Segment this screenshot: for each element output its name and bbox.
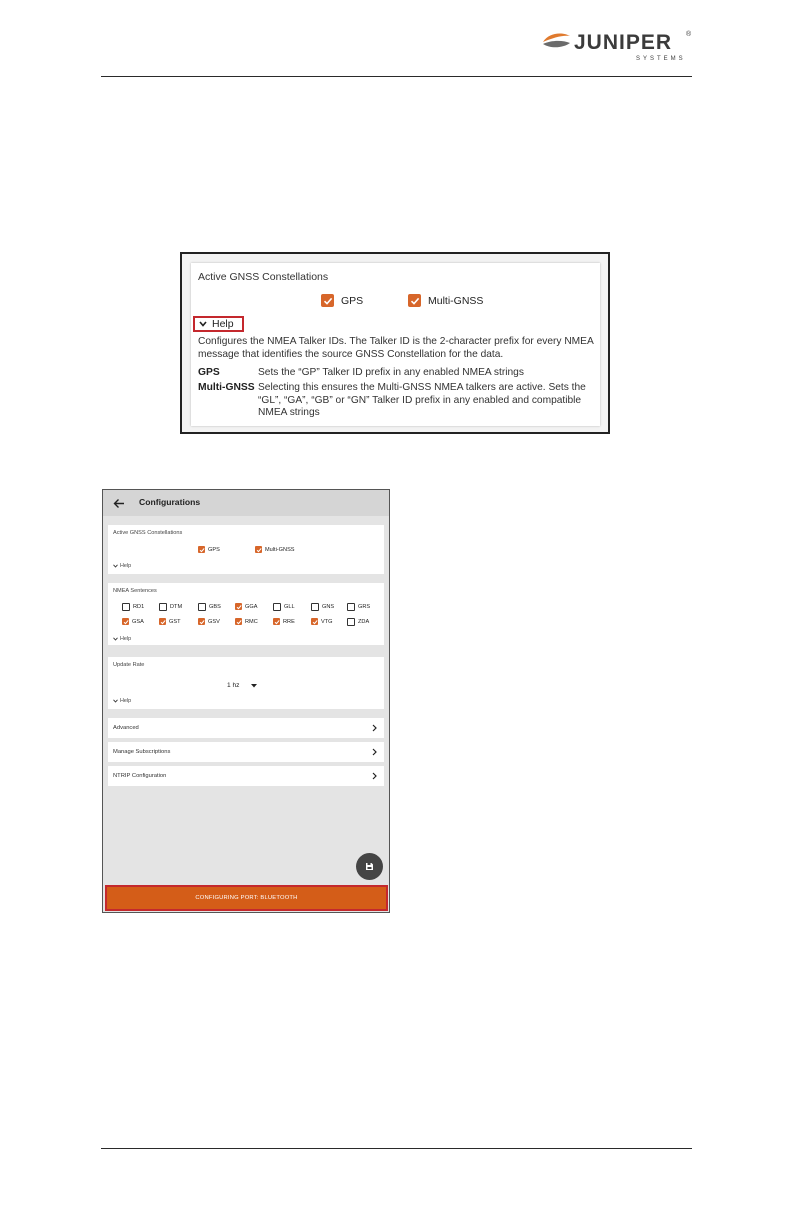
nmea-gns-checkbox[interactable] <box>311 603 334 611</box>
nmea-gbs-checkbox[interactable] <box>198 603 221 611</box>
back-arrow-icon[interactable] <box>113 496 125 514</box>
help-label: Help <box>120 563 132 569</box>
checkbox-empty-icon <box>122 603 130 611</box>
update-rate-card <box>108 657 384 709</box>
checkbox-checked-icon <box>122 618 129 625</box>
checkbox-empty-icon <box>347 603 355 611</box>
nmea-vtg-checkbox[interactable] <box>311 618 333 625</box>
checkbox-checked-icon <box>273 618 280 625</box>
multi-gnss-checkbox[interactable] <box>255 546 295 553</box>
constellations-title: Active GNSS Constellations <box>198 271 329 283</box>
footer-rule <box>101 1148 692 1149</box>
page-title: Configurations <box>139 497 201 507</box>
checkbox-label: GSV <box>208 618 220 625</box>
row-label: Advanced <box>113 725 139 731</box>
nmea-grs-checkbox[interactable] <box>347 603 370 611</box>
help-label: Help <box>120 636 132 642</box>
row-label: NTRIP Configuration <box>113 773 167 779</box>
nmea-rmc-checkbox[interactable] <box>235 618 258 625</box>
checkbox-label: GST <box>169 618 181 625</box>
help-label: Help <box>120 698 132 704</box>
constellations-card-zoom <box>191 263 600 426</box>
zoomed-help-panel <box>180 252 610 434</box>
nmea-gsv-checkbox[interactable] <box>198 618 220 625</box>
status-bar <box>105 885 388 911</box>
nmea-rre-checkbox[interactable] <box>273 618 295 625</box>
checkbox-label: DTM <box>170 604 183 610</box>
checkbox-checked-icon <box>408 294 421 307</box>
nmea-dtm-checkbox[interactable] <box>159 603 182 611</box>
multi-gnss-label: Multi-GNSS <box>428 294 484 307</box>
dropdown-arrow-icon <box>251 684 257 688</box>
row-label: Manage Subscriptions <box>113 749 171 755</box>
configurations-screen <box>102 489 390 913</box>
checkbox-label: GGA <box>245 603 258 610</box>
help-description: Configures the NMEA Talker IDs. The Talker ID is the 2-character prefix for every NMEA message that identifies the source GNSS Constellation for the data. <box>198 336 594 360</box>
gps-label: GPS <box>208 546 220 553</box>
multi-gnss-checkbox[interactable] <box>408 294 483 307</box>
checkbox-label: GNS <box>322 604 335 610</box>
chevron-down-icon <box>113 637 118 641</box>
checkbox-label: RRE <box>283 618 295 625</box>
nmea-gst-checkbox[interactable] <box>159 618 181 625</box>
checkbox-label: GLL <box>284 604 295 610</box>
checkbox-checked-icon <box>235 618 242 625</box>
checkbox-checked-icon <box>159 618 166 625</box>
checkbox-empty-icon <box>273 603 281 611</box>
header-rule <box>101 76 692 77</box>
gps-checkbox[interactable] <box>198 546 220 553</box>
checkbox-empty-icon <box>347 618 355 626</box>
checkbox-checked-icon <box>235 603 242 610</box>
checkbox-checked-icon <box>311 618 318 625</box>
checkbox-label: GRS <box>358 604 371 610</box>
nmea-zda-checkbox[interactable] <box>347 618 369 626</box>
brand-name: JUNIPER <box>574 31 673 54</box>
save-button[interactable] <box>356 853 383 880</box>
update-rate-select[interactable] <box>227 682 257 689</box>
checkbox-label: VTG <box>321 618 333 625</box>
checkbox-label: RD1 <box>133 604 145 610</box>
nmea-gsa-checkbox[interactable] <box>122 618 144 625</box>
update-rate-value: 1 hz <box>227 682 240 689</box>
brand-subtitle: SYSTEMS <box>636 56 686 62</box>
save-icon <box>365 862 374 871</box>
update-rate-title: Update Rate <box>113 662 145 668</box>
row-advanced[interactable] <box>108 718 384 738</box>
help-toggle[interactable] <box>113 698 131 704</box>
checkbox-label: ZDA <box>358 619 370 625</box>
checkbox-checked-icon <box>198 618 205 625</box>
help-toggle[interactable] <box>113 563 131 569</box>
definition-gps: Sets the “GP” Talker ID prefix in any enabled NMEA strings <box>258 367 524 378</box>
help-label: Help <box>212 318 234 330</box>
constellations-title: Active GNSS Constellations <box>113 530 183 536</box>
checkbox-checked-icon <box>321 294 334 307</box>
definition-multi-gnss: Selecting this ensures the Multi-GNSS NMEA talkers are active. Sets the “GL”, “GA”, “GB” or “GN” Talker ID prefix in any enabled and compatible NMEA strings <box>258 382 586 418</box>
nmea-sentences-card <box>108 583 384 645</box>
chevron-down-icon <box>113 564 118 568</box>
term-multi-gnss: Multi-GNSS <box>198 382 255 393</box>
chevron-right-icon <box>372 724 377 732</box>
app-bar <box>103 490 389 516</box>
brand-registered-mark: ® <box>686 31 692 38</box>
nmea-rd1-checkbox[interactable] <box>122 603 144 611</box>
checkbox-label: GBS <box>209 604 221 610</box>
juniper-leaf-icon <box>541 32 571 52</box>
checkbox-empty-icon <box>198 603 206 611</box>
multi-gnss-label: Multi-GNSS <box>265 546 295 553</box>
juniper-logo <box>541 29 693 67</box>
checkbox-checked-icon <box>255 546 262 553</box>
chevron-down-icon <box>199 321 207 327</box>
checkbox-label: RMC <box>245 618 258 625</box>
term-gps: GPS <box>198 367 220 378</box>
chevron-right-icon <box>372 748 377 756</box>
checkbox-empty-icon <box>159 603 167 611</box>
status-text: CONFIGURING PORT: BLUETOOTH <box>195 895 298 901</box>
row-ntrip-configuration[interactable] <box>108 766 384 786</box>
constellations-card <box>108 525 384 574</box>
chevron-down-icon <box>113 699 118 703</box>
nmea-title: NMEA Sentences <box>113 588 157 594</box>
checkbox-empty-icon <box>311 603 319 611</box>
gps-label: GPS <box>341 294 364 307</box>
checkbox-checked-icon <box>198 546 205 553</box>
help-toggle[interactable] <box>113 636 131 642</box>
help-toggle[interactable] <box>193 316 244 332</box>
nmea-gga-checkbox[interactable] <box>235 603 257 610</box>
nmea-gll-checkbox[interactable] <box>273 603 295 611</box>
checkbox-label: GSA <box>132 618 144 625</box>
gps-checkbox[interactable] <box>321 294 363 307</box>
row-manage-subscriptions[interactable] <box>108 742 384 762</box>
chevron-right-icon <box>372 772 377 780</box>
